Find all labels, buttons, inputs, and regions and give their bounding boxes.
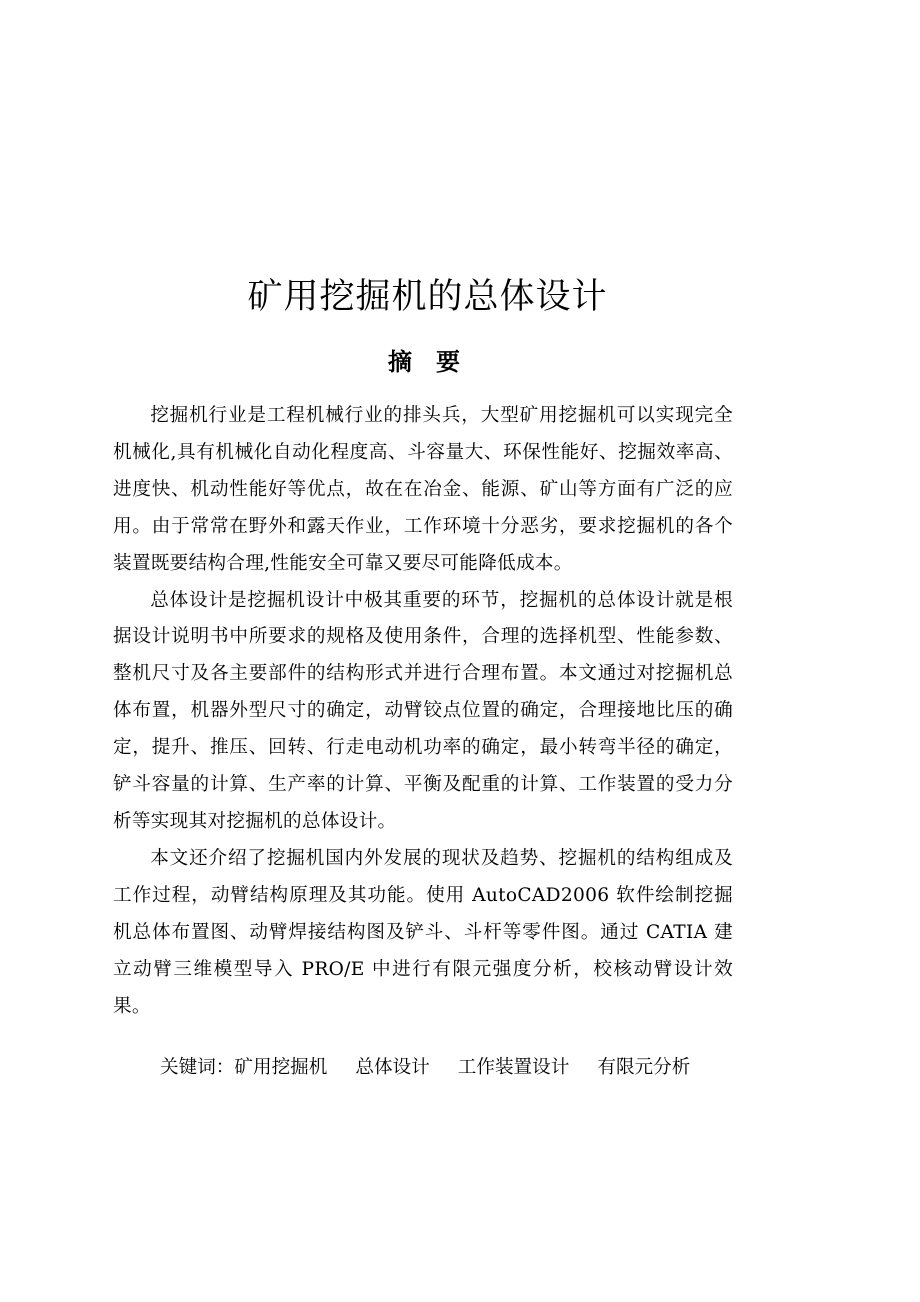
keyword-1: 矿用挖掘机 [234,1057,328,1078]
abstract-heading-char-2: 要 [436,348,460,376]
abstract-body [113,398,733,1025]
keyword-2: 总体设计 [355,1057,430,1078]
abstract-paragraph-1: 挖掘机行业是工程机械行业的排头兵，大型矿用挖掘机可以实现完全机械化,具有机械化自动化程度高、斗容量大、环保性能好、挖掘效率高、进度快、机动性能好等优点，故在在冶金、能源、矿山等方面有广泛的应用。由于常常在野外和露天作业，工作环境十分恶劣，要求挖掘机的各个装置既要结构合理,性能安全可靠又要尽可能降低成本。 [113,405,733,574]
abstract-heading-char-1: 摘 [388,348,412,376]
abstract-paragraph-2: 总体设计是挖掘机设计中极其重要的环节，挖掘机的总体设计就是根据设计说明书中所要求的规格及使用条件，合理的选择机型、性能参数、整机尺寸及各主要部件的结构形式并进行合理布置。本文通过对挖掘机总体布置，机器外型尺寸的确定，动臂铰点位置的确定，合理接地比压的确定，提升、推压、回转、行走电动机功率的确定，最小转弯半径的确定，铲斗容量的计算、生产率的计算、平衡及配重的计算、工作装置的受力分析等实现其对挖掘机的总体设计。 [113,589,733,832]
keywords-label: 关键词： [160,1057,235,1078]
keyword-3: 工作装置设计 [457,1057,570,1078]
keyword-4: 有限元分析 [597,1057,691,1078]
abstract-heading [0,344,848,380]
abstract-paragraph-3: 本文还介绍了挖掘机国内外发展的现状及趋势、挖掘机的结构组成及工作过程，动臂结构原理及其功能。使用 AutoCAD2006 软件绘制挖掘机总体布置图、动臂焊接结构图及铲斗、斗杆等零件图。通过 CATIA 建立动臂三维模型导入 PRO/E 中进行有限元强度分析，校核动臂设计效果。 [113,847,733,1017]
keywords-line [160,1050,718,1086]
document-title: 矿用挖掘机的总体设计 [247,277,608,317]
